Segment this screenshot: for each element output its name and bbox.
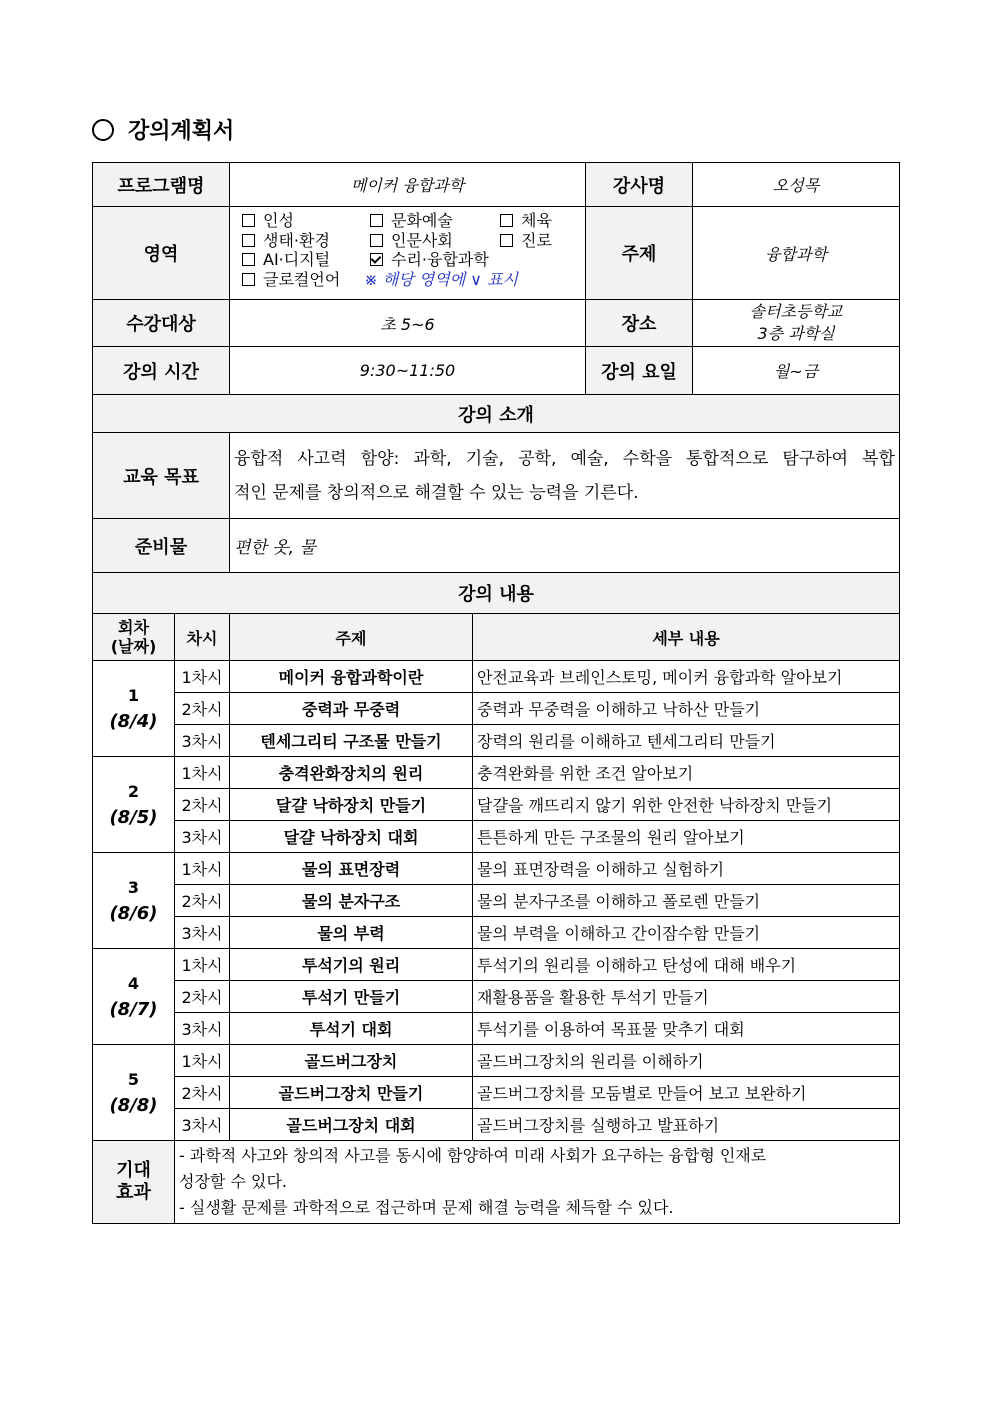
col-header-topic: 주제	[230, 614, 473, 661]
table-row	[93, 789, 900, 821]
supplies-label: 준비물	[93, 519, 230, 573]
period-cell: 3차시	[175, 1013, 230, 1045]
col-header-detail: 세부 내용	[473, 614, 900, 661]
period-cell: 3차시	[175, 821, 230, 853]
table-row	[93, 757, 900, 789]
checkbox-icon	[242, 234, 255, 247]
period-cell: 2차시	[175, 789, 230, 821]
topic-cell: 물의 부력	[230, 917, 473, 949]
table-row	[93, 661, 900, 693]
days-value: 월~금	[693, 347, 900, 395]
intro-heading: 강의 소개	[93, 395, 900, 433]
table-row	[93, 1077, 900, 1109]
checkbox-icon	[500, 214, 513, 227]
detail-cell: 중력과 무중력을 이해하고 낙하산 만들기	[473, 693, 900, 725]
topic-cell: 투석기 대회	[230, 1013, 473, 1045]
topic-cell: 투석기의 원리	[230, 949, 473, 981]
effect-label: 기대 효과	[93, 1141, 175, 1224]
topic-cell: 메이커 융합과학이란	[230, 661, 473, 693]
checkbox-icon	[370, 234, 383, 247]
checked-checkbox-icon	[370, 253, 383, 266]
area-checklist	[230, 207, 586, 300]
time-value: 9:30~11:50	[230, 347, 586, 395]
target-value: 초 5~6	[230, 300, 586, 347]
checkbox-icon	[500, 234, 513, 247]
day-cell: 3 (8/6)	[93, 853, 175, 949]
detail-cell: 투석기를 이용하여 목표물 맞추기 대회	[473, 1013, 900, 1045]
period-cell: 1차시	[175, 757, 230, 789]
program-name-label: 프로그램명	[93, 163, 230, 207]
table-row	[93, 1109, 900, 1141]
topic-cell: 충격완화장치의 원리	[230, 757, 473, 789]
detail-cell: 물의 분자구조를 이해하고 폴로렌 만들기	[473, 885, 900, 917]
col-header-session: 회차 (날짜)	[93, 614, 175, 661]
document-title	[92, 114, 234, 145]
day-cell: 4 (8/7)	[93, 949, 175, 1045]
period-cell: 1차시	[175, 661, 230, 693]
area-option: 문화예술	[370, 211, 500, 230]
detail-cell: 안전교육과 브레인스토밍, 메이커 융합과학 알아보기	[473, 661, 900, 693]
circle-bullet-icon	[92, 119, 114, 141]
goal-value: 융합적 사고력 함양: 과학, 기술, 공학, 예술, 수학을 통합적으로 탐구하여 복합 적인 문제를 창의적으로 해결할 수 있는 능력을 기른다.	[230, 433, 900, 519]
period-cell: 2차시	[175, 885, 230, 917]
topic-cell: 투석기 만들기	[230, 981, 473, 1013]
area-option-checked: 수리·융합과학	[370, 250, 489, 269]
period-cell: 3차시	[175, 1109, 230, 1141]
content-heading: 강의 내용	[93, 573, 900, 614]
topic-cell: 달걀 낙하장치 대회	[230, 821, 473, 853]
table-row	[93, 949, 900, 981]
checkbox-icon	[242, 253, 255, 266]
period-cell: 1차시	[175, 949, 230, 981]
time-label: 강의 시간	[93, 347, 230, 395]
topic-label: 주제	[586, 207, 693, 300]
area-label: 영역	[93, 207, 230, 300]
document-title-text: 강의계획서	[128, 119, 235, 144]
target-label: 수강대상	[93, 300, 230, 347]
table-row	[93, 981, 900, 1013]
detail-cell: 골드버그장치를 실행하고 발표하기	[473, 1109, 900, 1141]
period-cell: 1차시	[175, 1045, 230, 1077]
area-option: 생태·환경	[242, 231, 370, 250]
instructor-value: 오성목	[693, 163, 900, 207]
day-cell: 2 (8/5)	[93, 757, 175, 853]
day-cell: 5 (8/8)	[93, 1045, 175, 1141]
topic-cell: 텐세그리티 구조물 만들기	[230, 725, 473, 757]
days-label: 강의 요일	[586, 347, 693, 395]
area-option: 체육	[500, 211, 552, 230]
area-option: 인문사회	[370, 231, 500, 250]
period-cell: 1차시	[175, 853, 230, 885]
detail-cell: 물의 표면장력을 이해하고 실험하기	[473, 853, 900, 885]
period-cell: 3차시	[175, 917, 230, 949]
area-option: AI·디지털	[242, 250, 370, 269]
supplies-value: 편한 옷, 물	[230, 519, 900, 573]
detail-cell: 골드버그장치의 원리를 이해하기	[473, 1045, 900, 1077]
table-row	[93, 1045, 900, 1077]
table-row	[93, 1013, 900, 1045]
topic-cell: 물의 표면장력	[230, 853, 473, 885]
table-row	[93, 821, 900, 853]
period-cell: 2차시	[175, 693, 230, 725]
place-value: 솔터초등학교 3층 과학실	[693, 300, 900, 347]
checkbox-icon	[242, 273, 255, 286]
effect-value: - 과학적 사고와 창의적 사고를 동시에 함양하여 미래 사회가 요구하는 융합형 인재로 성장할 수 있다. - 실생활 문제를 과학적으로 접근하며 문제 해결 능력을 체득할 수 있다.	[175, 1141, 900, 1224]
period-cell: 3차시	[175, 725, 230, 757]
area-option: 진로	[500, 231, 552, 250]
col-header-period: 차시	[175, 614, 230, 661]
instructor-label: 강사명	[586, 163, 693, 207]
detail-cell: 충격완화를 위한 조건 알아보기	[473, 757, 900, 789]
period-cell: 2차시	[175, 981, 230, 1013]
table-row	[93, 725, 900, 757]
detail-cell: 물의 부력을 이해하고 간이잠수함 만들기	[473, 917, 900, 949]
detail-cell: 골드버그장치를 모둠별로 만들어 보고 보완하기	[473, 1077, 900, 1109]
checkbox-icon	[242, 214, 255, 227]
area-option: 인성	[242, 211, 370, 230]
detail-cell: 장력의 원리를 이해하고 텐세그리티 만들기	[473, 725, 900, 757]
topic-cell: 골드버그장치 대회	[230, 1109, 473, 1141]
area-note: ※ 해당 영역에 ∨ 표시	[364, 269, 518, 289]
table-row	[93, 693, 900, 725]
period-cell: 2차시	[175, 1077, 230, 1109]
detail-cell: 튼튼하게 만든 구조물의 원리 알아보기	[473, 821, 900, 853]
area-option: 글로컬언어	[242, 270, 340, 289]
checkbox-icon	[370, 214, 383, 227]
table-row	[93, 917, 900, 949]
detail-cell: 재활용품을 활용한 투석기 만들기	[473, 981, 900, 1013]
topic-cell: 골드버그장치 만들기	[230, 1077, 473, 1109]
detail-cell: 투석기의 원리를 이해하고 탄성에 대해 배우기	[473, 949, 900, 981]
table-row	[93, 885, 900, 917]
program-name-value: 메이커 융합과학	[230, 163, 586, 207]
topic-cell: 달걀 낙하장치 만들기	[230, 789, 473, 821]
topic-cell: 골드버그장치	[230, 1045, 473, 1077]
topic-value: 융합과학	[693, 207, 900, 300]
table-row	[93, 853, 900, 885]
detail-cell: 달걀을 깨뜨리지 않기 위한 안전한 낙하장치 만들기	[473, 789, 900, 821]
topic-cell: 중력과 무중력	[230, 693, 473, 725]
topic-cell: 물의 분자구조	[230, 885, 473, 917]
goal-label: 교육 목표	[93, 433, 230, 519]
day-cell: 1 (8/4)	[93, 661, 175, 757]
place-label: 장소	[586, 300, 693, 347]
course-plan-table	[92, 162, 900, 1224]
